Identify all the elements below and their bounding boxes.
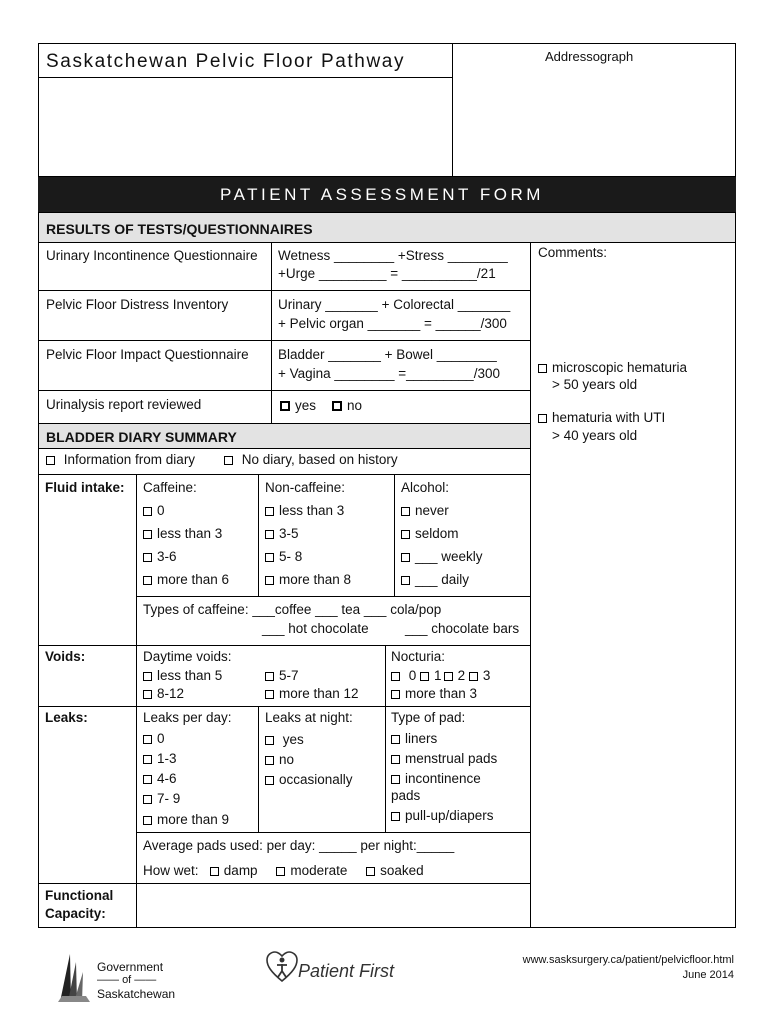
side-note-text: > 40 years old	[552, 428, 638, 443]
daytime-voids-header: Daytime voids:	[143, 649, 232, 664]
checkbox-icon[interactable]	[538, 364, 547, 373]
leaks-night-option[interactable]: occasionally	[265, 772, 353, 788]
government-text: Government	[97, 960, 164, 974]
footer-url[interactable]: www.sasksurgery.ca/patient/pelvicfloor.html	[522, 954, 734, 966]
leaks-per-day-option[interactable]: 0	[143, 731, 165, 747]
results-row-line	[38, 390, 530, 391]
checkbox-icon[interactable]	[280, 401, 290, 411]
patient-first-text: Patient First	[298, 961, 395, 981]
caffeine-types-line[interactable]: ___ hot chocolate	[262, 621, 369, 636]
checkbox-icon[interactable]	[469, 672, 478, 681]
checkbox-icon[interactable]	[265, 690, 274, 699]
checkbox-icon[interactable]	[265, 553, 274, 562]
average-pads-line[interactable]: Average pads used: per day: _____ per night:_____	[143, 838, 455, 853]
government-text: —— of ——	[97, 974, 157, 986]
checkbox-icon[interactable]	[265, 756, 274, 765]
checkbox-icon[interactable]	[276, 867, 285, 876]
side-note-text: > 50 years old	[552, 377, 638, 392]
noncaffeine-option[interactable]: less than 3	[265, 503, 344, 519]
page-title: Saskatchewan Pelvic Floor Pathway	[46, 51, 406, 72]
footer-date: June 2014	[682, 969, 734, 981]
leaks-night-option[interactable]: yes	[265, 732, 304, 748]
checkbox-icon[interactable]	[391, 735, 400, 744]
score-field[interactable]: + Vagina ________ =_________/300	[278, 366, 500, 381]
checkbox-icon[interactable]	[143, 795, 152, 804]
pad-type-option[interactable]: liners	[391, 731, 437, 747]
how-wet-option[interactable]: soaked	[366, 863, 424, 878]
side-note-hematuria-50[interactable]: microscopic hematuria	[538, 360, 687, 376]
option-no-diary[interactable]: No diary, based on history	[224, 452, 398, 468]
test-name: Pelvic Floor Distress Inventory	[46, 297, 229, 312]
checkbox-icon[interactable]	[143, 672, 152, 681]
checkbox-icon[interactable]	[143, 735, 152, 744]
leaks-per-day-option[interactable]: 7- 9	[143, 791, 180, 807]
checkbox-icon[interactable]	[366, 867, 375, 876]
checkbox-icon[interactable]	[143, 775, 152, 784]
checkbox-icon[interactable]	[420, 672, 429, 681]
daytime-option[interactable]: less than 5	[143, 668, 222, 684]
functional-capacity-label: Capacity:	[45, 906, 106, 921]
comments-col-divider	[530, 242, 531, 928]
leaks-per-day-header: Leaks per day:	[143, 710, 232, 725]
checkbox-icon[interactable]	[265, 507, 274, 516]
nocturia-option[interactable]: more than 3	[391, 686, 477, 702]
checkbox-icon[interactable]	[143, 576, 152, 585]
checkbox-icon[interactable]	[391, 755, 400, 764]
checkbox-icon[interactable]	[210, 867, 219, 876]
checkbox-icon[interactable]	[391, 775, 400, 784]
checkbox-icon[interactable]	[143, 690, 152, 699]
leaks-per-day-option[interactable]: 1-3	[143, 751, 177, 767]
test-name: Urinalysis report reviewed	[46, 397, 202, 412]
pad-type-text: pads	[391, 788, 421, 803]
addressograph-label: Addressograph	[545, 49, 634, 64]
checkbox-icon[interactable]	[401, 576, 410, 585]
results-heading: RESULTS OF TESTS/QUESTIONNAIRES	[46, 221, 313, 237]
alcohol-option[interactable]: ___ weekly	[401, 549, 483, 565]
diary-heading: BLADDER DIARY SUMMARY	[46, 429, 237, 445]
caffeine-types-line[interactable]: ___ chocolate bars	[405, 621, 520, 636]
how-wet-option[interactable]: damp	[210, 863, 258, 878]
results-col-divider	[271, 242, 272, 423]
leaks-per-day-option[interactable]: 4-6	[143, 771, 177, 787]
leaks-night-header: Leaks at night:	[265, 710, 353, 725]
checkbox-icon[interactable]	[143, 755, 152, 764]
checkbox-icon[interactable]	[143, 816, 152, 825]
voids-col-divider	[385, 645, 386, 706]
checkbox-icon[interactable]	[391, 812, 400, 821]
score-field[interactable]: +Urge _________ = __________/21	[278, 266, 496, 281]
leaks-col-divider	[258, 706, 259, 832]
results-row-line	[38, 340, 530, 341]
checkbox-icon[interactable]	[265, 736, 274, 745]
checkbox-icon[interactable]	[444, 672, 453, 681]
banner-title: PATIENT ASSESSMENT FORM	[220, 185, 544, 204]
pad-type-option[interactable]: incontinence	[391, 771, 481, 787]
functional-capacity-label: Functional	[45, 888, 114, 903]
noncaffeine-option[interactable]: 3-5	[265, 526, 299, 542]
functional-capacity-field[interactable]	[137, 884, 529, 927]
checkbox-icon[interactable]	[224, 456, 233, 465]
checkbox-icon[interactable]	[391, 690, 400, 699]
caffeine-option[interactable]: less than 3	[143, 526, 222, 542]
alcohol-option[interactable]: never	[401, 503, 449, 519]
nocturia-options[interactable]: 0 1 2 3	[391, 668, 490, 684]
fluid-col-divider	[394, 474, 395, 596]
daytime-option[interactable]: 5-7	[265, 668, 299, 684]
option-information-from-diary[interactable]: Information from diary	[46, 452, 195, 468]
checkbox-icon[interactable]	[265, 530, 274, 539]
government-text: Saskatchewan	[97, 987, 176, 1001]
caffeine-option[interactable]: 3-6	[143, 549, 177, 565]
noncaffeine-header: Non-caffeine:	[265, 480, 346, 495]
score-field[interactable]: Urinary _______ + Colorectal _______	[278, 297, 511, 312]
pad-type-header: Type of pad:	[391, 710, 466, 725]
checkbox-icon[interactable]	[265, 672, 274, 681]
leaks-col-divider	[385, 706, 386, 832]
checkbox-icon[interactable]	[538, 414, 547, 423]
checkbox-icon[interactable]	[265, 576, 274, 585]
alcohol-option[interactable]: seldom	[401, 526, 459, 542]
diary-row-line	[38, 474, 530, 475]
leaks-label: Leaks:	[45, 710, 88, 725]
how-wet-option[interactable]: moderate	[276, 863, 347, 878]
score-field[interactable]: + Pelvic organ _______ = ______/300	[278, 316, 507, 331]
nocturia-header: Nocturia:	[391, 649, 446, 664]
noncaffeine-option[interactable]: 5- 8	[265, 549, 302, 565]
caffeine-types-line[interactable]: Types of caffeine: ___coffee ___ tea ___ cola/pop	[143, 602, 442, 617]
daytime-option[interactable]: more than 12	[265, 686, 359, 702]
checkbox-icon[interactable]	[143, 553, 152, 562]
pad-type-option[interactable]: menstrual pads	[391, 751, 497, 767]
heart-person-icon	[265, 950, 299, 984]
how-wet-row	[143, 863, 424, 879]
side-note-hematuria-uti[interactable]: hematuria with UTI	[538, 410, 665, 426]
checkbox-icon[interactable]	[143, 507, 152, 516]
checkbox-icon[interactable]	[401, 507, 410, 516]
leaks-per-day-option[interactable]: more than 9	[143, 812, 229, 828]
label-col-divider	[136, 474, 137, 928]
fluid-col-divider	[258, 474, 259, 596]
diary-row-line	[38, 645, 530, 646]
checkbox-icon[interactable]	[143, 530, 152, 539]
alcohol-header: Alcohol:	[401, 480, 450, 495]
score-field[interactable]: Bladder _______ + Bowel ________	[278, 347, 497, 362]
how-wet-label: How wet:	[143, 863, 199, 878]
daytime-option[interactable]: 8-12	[143, 686, 184, 702]
checkbox-icon[interactable]	[401, 530, 410, 539]
results-row-line	[38, 290, 530, 291]
checkbox-icon[interactable]	[401, 553, 410, 562]
caffeine-option[interactable]: more than 6	[143, 572, 229, 588]
checkbox-icon[interactable]	[332, 401, 342, 411]
noncaffeine-option[interactable]: more than 8	[265, 572, 351, 588]
fluid-row-line	[136, 596, 530, 597]
caffeine-header: Caffeine:	[143, 480, 197, 495]
checkbox-icon[interactable]	[265, 776, 274, 785]
leaks-row-line	[136, 832, 530, 833]
test-name: Pelvic Floor Impact Questionnaire	[46, 347, 249, 362]
voids-label: Voids:	[45, 649, 86, 664]
diary-row-line	[38, 706, 530, 707]
alcohol-option[interactable]: ___ daily	[401, 572, 469, 588]
leaks-night-option[interactable]: no	[265, 752, 294, 768]
checkbox-icon[interactable]	[46, 456, 55, 465]
wheat-sheaf-icon	[56, 952, 92, 1004]
checkbox-icon[interactable]	[391, 672, 400, 681]
pad-type-option[interactable]: pull-up/diapers	[391, 808, 494, 824]
urinalysis-no[interactable]: no	[332, 398, 362, 414]
comments-label: Comments:	[538, 245, 608, 260]
patient-first-logo	[265, 950, 299, 987]
fluid-intake-label: Fluid intake:	[45, 480, 125, 495]
test-name: Urinary Incontinence Questionnaire	[46, 248, 258, 263]
caffeine-option[interactable]: 0	[143, 503, 165, 519]
score-field[interactable]: Wetness ________ +Stress ________	[278, 248, 508, 263]
urinalysis-yes[interactable]: yes	[280, 398, 316, 414]
